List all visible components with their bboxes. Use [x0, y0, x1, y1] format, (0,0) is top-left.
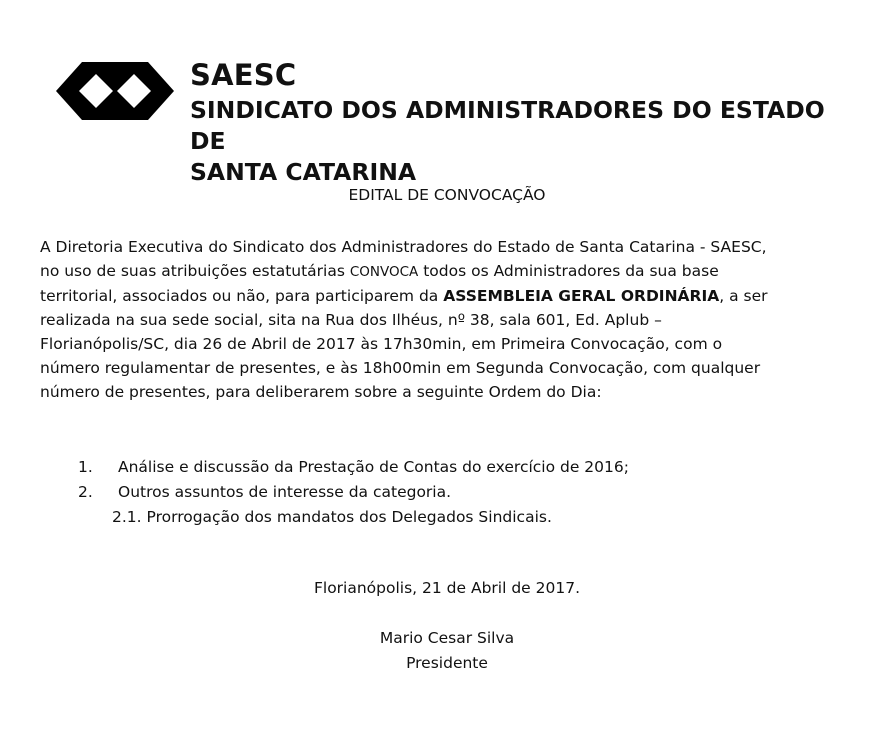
agenda-item-text: Outros assuntos de interesse da categoria.	[118, 483, 452, 501]
agenda-item-number: 2.	[78, 483, 93, 501]
organization-name-line-2: SANTA CATARINA	[190, 158, 417, 186]
assembly-name: ASSEMBLEIA GERAL ORDINÁRIA	[443, 287, 720, 305]
agenda-item	[78, 455, 629, 480]
paragraph-line: A Diretoria Executiva do Sindicato dos Administradores do Estado de Santa Catarina - SAESC,	[40, 238, 767, 256]
paragraph-line: número de presentes, para deliberarem sobre a seguinte Ordem do Dia:	[40, 383, 602, 401]
paragraph-line	[40, 284, 860, 308]
paragraph-text: , a ser	[719, 287, 768, 305]
convoca-keyword: CONVOCA	[349, 264, 419, 280]
place-date: Florianópolis, 21 de Abril de 2017.	[313, 579, 581, 597]
agenda-subitem-text: Prorrogação dos mandatos dos Delegados Sindicais.	[146, 508, 552, 526]
organization-acronym: SAESC	[190, 58, 297, 92]
paragraph-line: número regulamentar de presentes, e às 18h00min em Segunda Convocação, com qualquer	[40, 359, 761, 377]
agenda-item-text: Análise e discussão da Prestação de Contas do exercício de 2016;	[118, 458, 629, 476]
organization-name-line-1: SINDICATO DOS ADMINISTRADORES DO ESTADO DE	[190, 96, 825, 155]
paragraph-line: Florianópolis/SC, dia 26 de Abril de 2017 às 17h30min, em Primeira Convocação, com o	[40, 335, 723, 353]
paragraph-line	[40, 259, 860, 284]
agenda-subitem-number: 2.1.	[112, 508, 142, 526]
organization-name	[190, 95, 830, 188]
agenda-item-number: 1.	[78, 458, 93, 476]
paragraph-text: todos os Administradores da sua base	[418, 262, 719, 280]
agenda-item	[78, 480, 629, 505]
paragraph-text: no uso de suas atribuições estatutárias	[40, 262, 350, 280]
saesc-diamond-logo-icon	[56, 62, 174, 120]
agenda-subitem	[78, 505, 629, 530]
agenda-list	[78, 455, 629, 530]
signer-name: Mario Cesar Silva	[379, 629, 515, 647]
document-title: EDITAL DE CONVOCAÇÃO	[348, 186, 546, 204]
signer-role: Presidente	[406, 654, 488, 672]
paragraph-text: territorial, associados ou não, para participarem da	[40, 287, 444, 305]
organization-header	[190, 56, 830, 188]
paragraph-line: realizada na sua sede social, sita na Rua dos Ilhéus, nº 38, sala 601, Ed. Aplub –	[40, 311, 662, 329]
convocation-paragraph	[40, 235, 860, 404]
